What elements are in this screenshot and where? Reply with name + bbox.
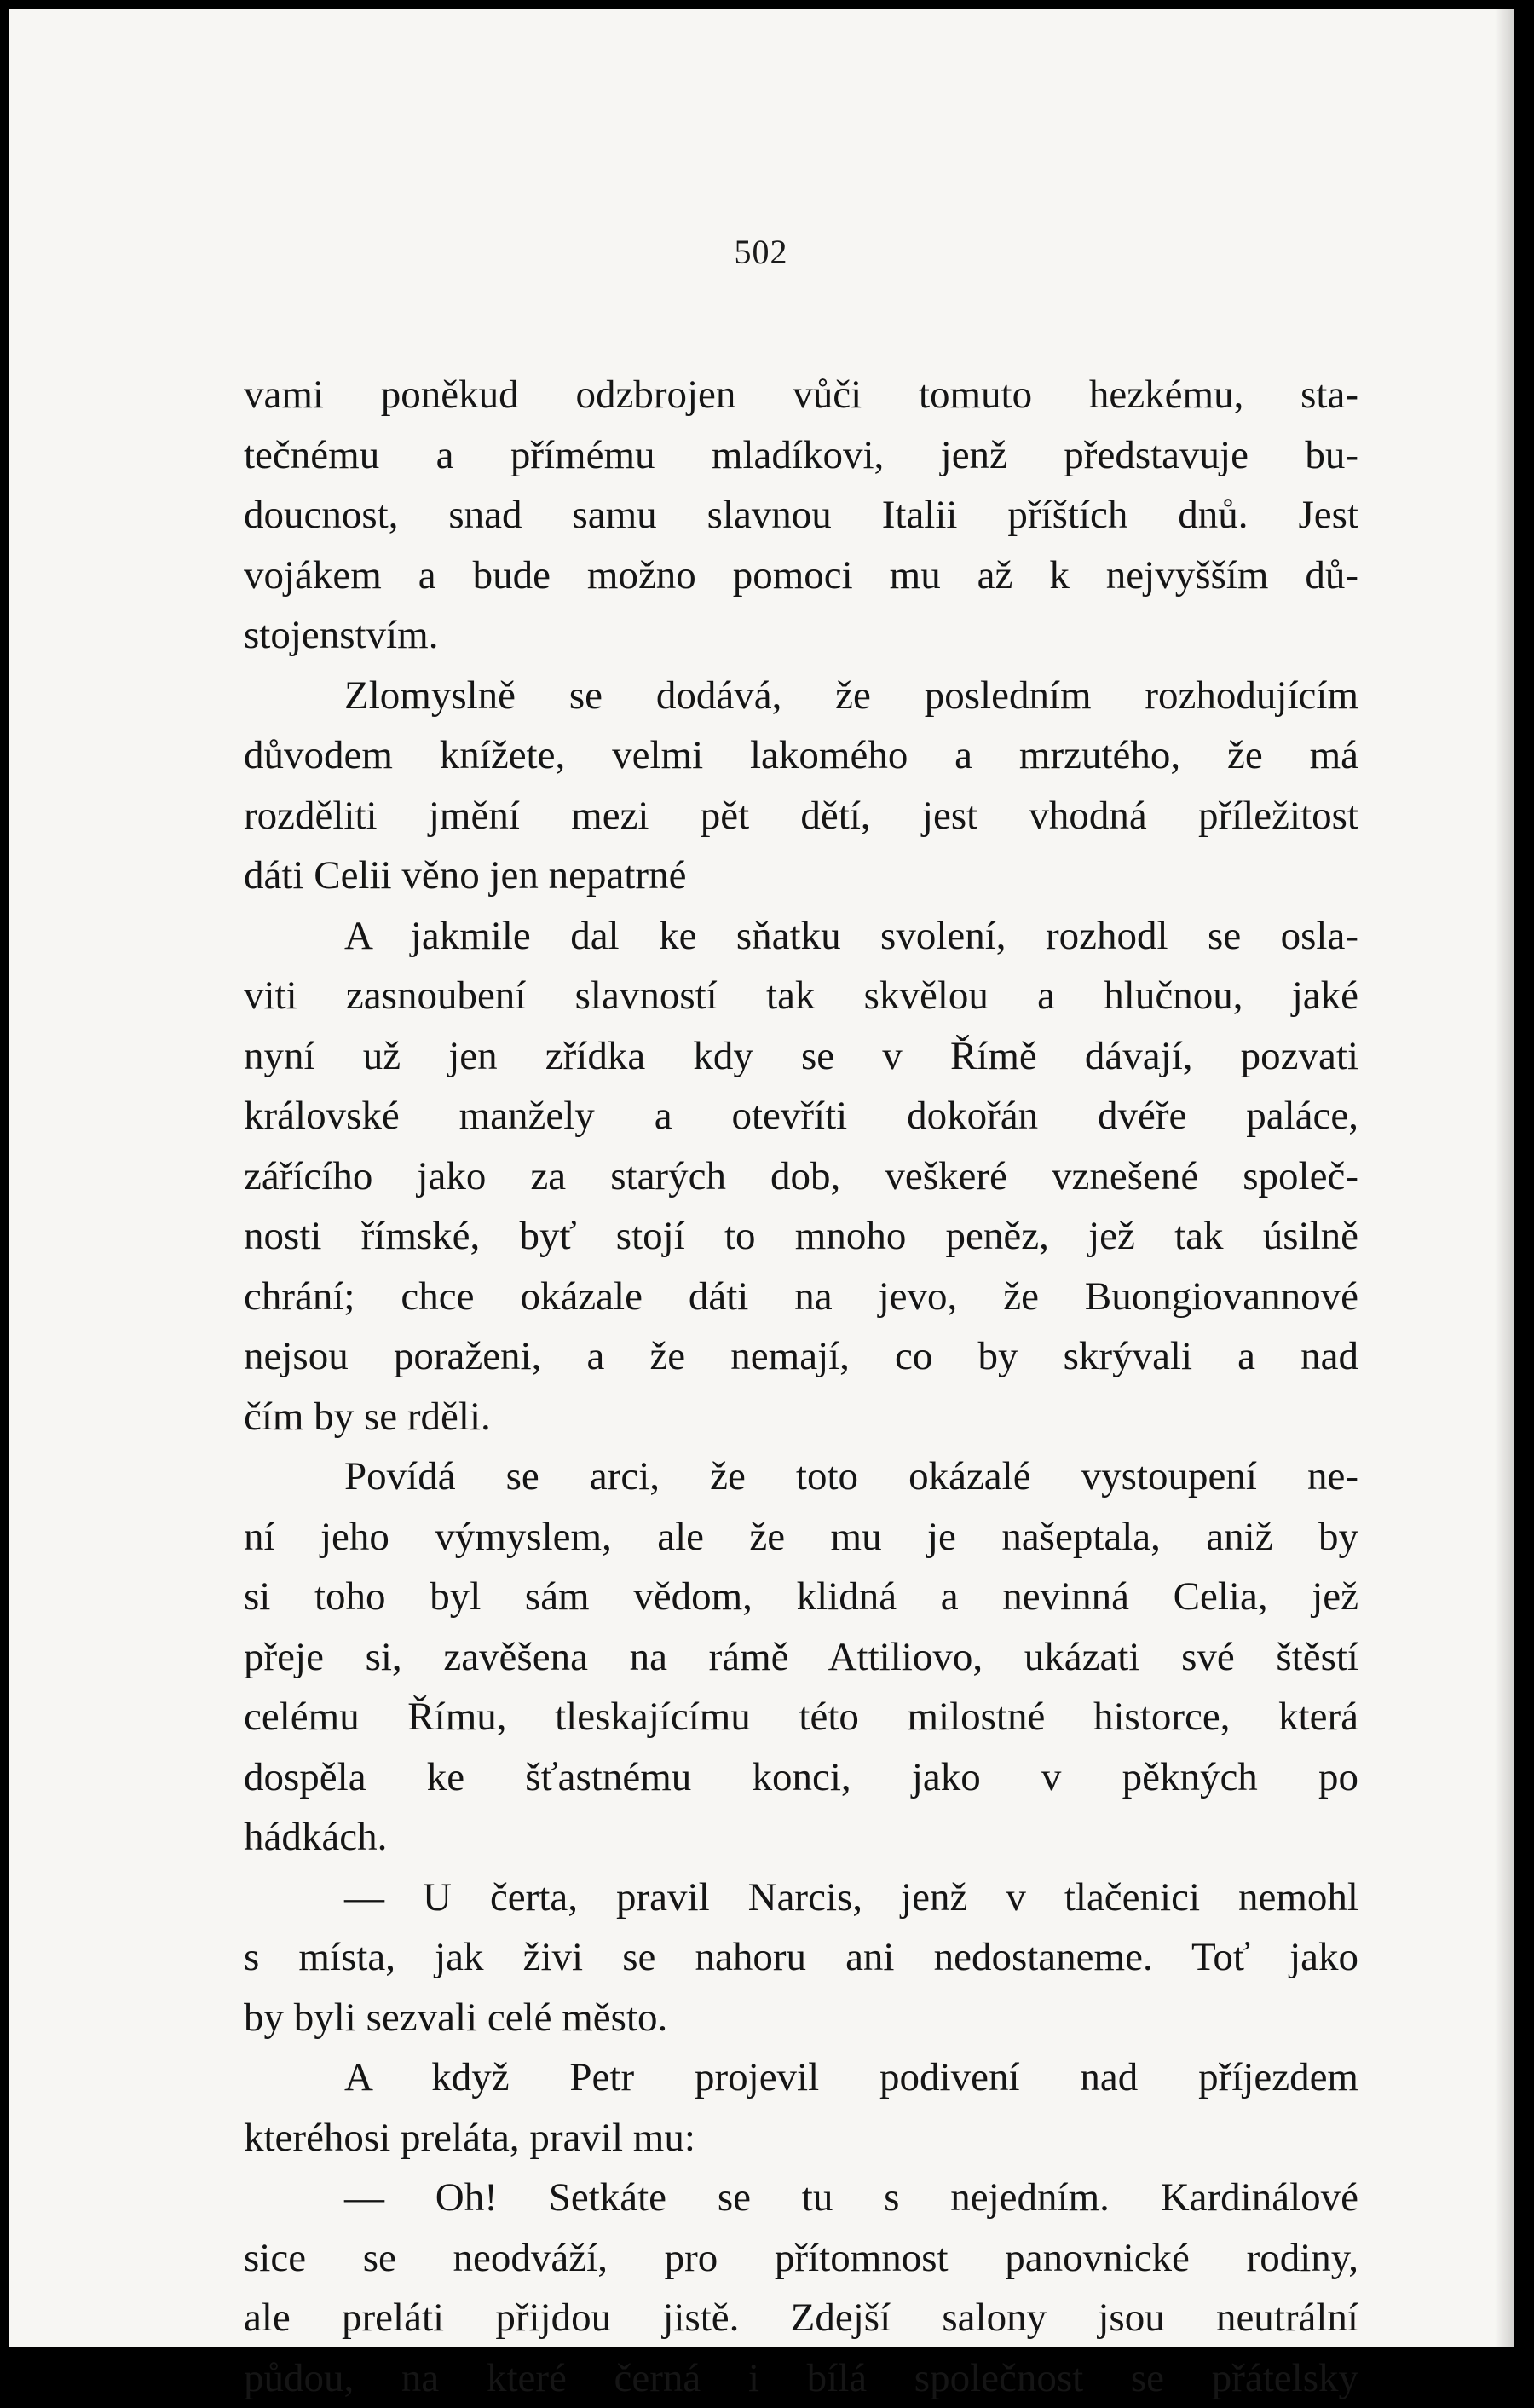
text-line: nejsou poraženi, a že nemají, co by skrývali a nad [244,1326,1358,1387]
text-line: A když Petr projevil podivení nad příjezdem [244,2047,1358,2108]
text-line: nyní už jen zřídka kdy se v Římě dávají, pozvati [244,1026,1358,1087]
text-line: čím by se rděli. [244,1387,1358,1447]
text-line: kteréhosi preláta, pravil mu: [244,2108,1358,2168]
text-line: hádkách. [244,1807,1358,1868]
text-line: důvodem knížete, velmi lakomého a mrzutého, že má [244,725,1358,786]
text-line: stojenstvím. [244,605,1358,666]
text-line: celému Římu, tleskajícímu této milostné historce, která [244,1687,1358,1747]
text-line: — U čerta, pravil Narcis, jenž v tlačenici nemohl [244,1868,1358,1928]
text-line: sice se neodváží, pro přítomnost panovnické rodiny, [244,2228,1358,2289]
text-line: vojákem a bude možno pomoci mu až k nejvyšším dů- [244,546,1358,606]
text-line: zářícího jako za starých dob, veškeré vznešené společ- [244,1146,1358,1207]
text-line: půdou, na které černá i bílá společnost se přátelsky [244,2348,1358,2408]
text-line: dáti Celii věno jen nepatrné [244,846,1358,906]
body-text [244,365,1358,2408]
text-line: nosti římské, byť stojí to mnoho peněz, jež tak úsilně [244,1206,1358,1267]
text-line: tečnému a přímému mladíkovi, jenž představuje bu- [244,425,1358,486]
text-line: Zlomyslně se dodává, že posledním rozhodujícím [244,666,1358,726]
text-line: chrání; chce okázale dáti na jevo, že Buongiovannové [244,1267,1358,1327]
page-number: 502 [9,232,1514,272]
text-line: ní jeho výmyslem, ale že mu je našeptala, aniž by [244,1507,1358,1568]
text-line: rozděliti jmění mezi pět dětí, jest vhodná příležitost [244,786,1358,846]
text-line: A jakmile dal ke sňatku svolení, rozhodl se osla- [244,906,1358,967]
text-line: ale preláti přijdou jistě. Zdejší salony jsou neutrální [244,2288,1358,2348]
text-line: Povídá se arci, že toto okázalé vystoupení ne- [244,1447,1358,1507]
scanned-page [9,9,1514,2347]
text-line: — Oh! Setkáte se tu s nejedním. Kardinálové [244,2168,1358,2228]
text-line: doucnost, snad samu slavnou Italii příštích dnů. Jest [244,485,1358,546]
text-line: si toho byl sám vědom, klidná a nevinná Celia, jež [244,1567,1358,1627]
text-line: přeje si, zavěšena na rámě Attiliovo, ukázati své štěstí [244,1627,1358,1688]
text-line: dospěla ke šťastnému konci, jako v pěkných po [244,1747,1358,1808]
text-line: viti zasnoubení slavností tak skvělou a hlučnou, jaké [244,966,1358,1026]
text-line: vami poněkud odzbrojen vůči tomuto hezkému, sta- [244,365,1358,425]
text-line: s místa, jak živi se nahoru ani nedostaneme. Toť jako [244,1927,1358,1988]
text-line: by byli sezvali celé město. [244,1988,1358,2048]
text-line: královské manžely a otevříti dokořán dvéře paláce, [244,1086,1358,1146]
page-edge-shadow [1495,9,1514,2347]
